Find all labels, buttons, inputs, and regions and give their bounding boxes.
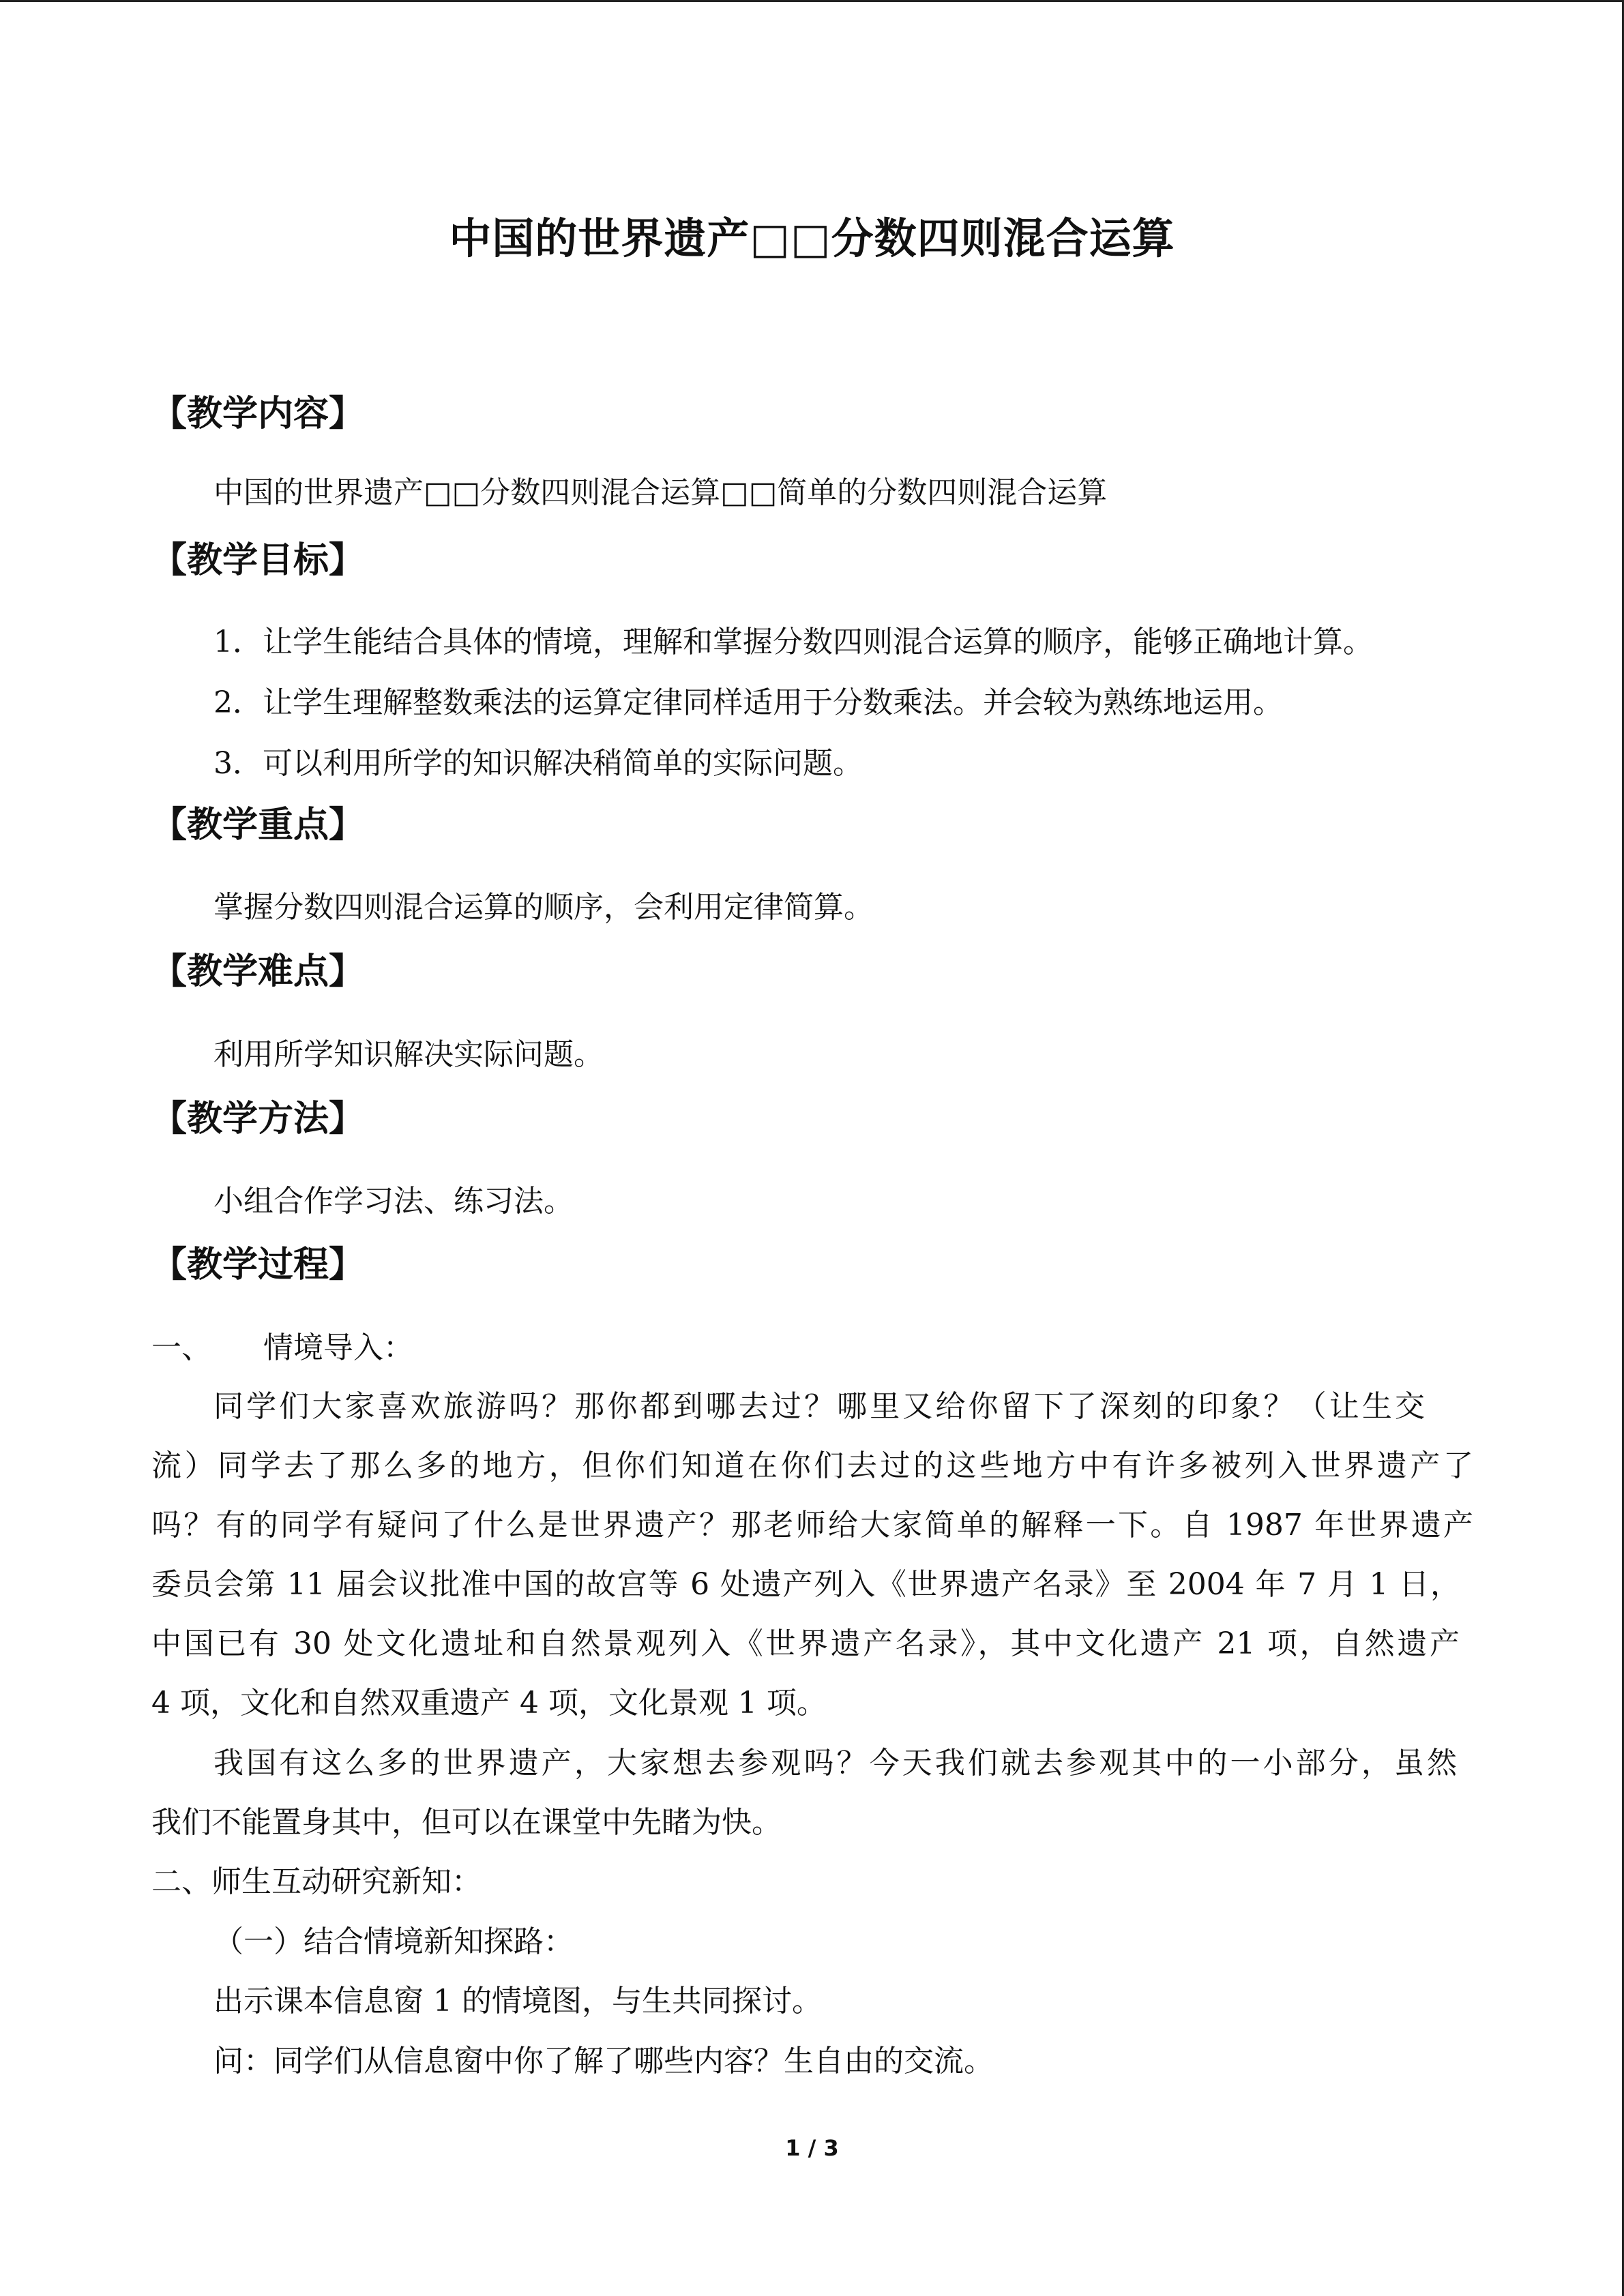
process-step-1-title: 情境导入： bbox=[263, 1330, 413, 1365]
heading-process: 【教学过程】 bbox=[151, 1244, 365, 1285]
visit-paragraph-line: 我们不能置身其中，但可以在课堂中先睹为快。 bbox=[151, 1805, 782, 1840]
heading-teaching-content: 【教学内容】 bbox=[151, 393, 365, 434]
goal-item-1: 1．让学生能结合具体的情境，理解和掌握分数四则混合运算的顺序，能够正确地计算。 bbox=[213, 625, 1373, 659]
visit-paragraph-line: 我国有这么多的世界遗产，大家想去参观吗？今天我们就去参观其中的一小部分，虽然 bbox=[213, 1746, 1457, 1780]
process-show-line: 出示课本信息窗 1 的情境图，与生共同探讨。 bbox=[213, 1984, 822, 2018]
page-number: 1 / 3 bbox=[785, 2135, 839, 2161]
key-points-text: 掌握分数四则混合运算的顺序，会利用定律简算。 bbox=[213, 890, 874, 925]
page-border-top bbox=[0, 0, 1624, 2]
process-step-1-number: 一、 bbox=[151, 1330, 211, 1365]
document-title: 中国的世界遗产□□分数四则混合运算 bbox=[449, 213, 1175, 263]
intro-paragraph-line: 吗？有的同学有疑问了什么是世界遗产？那老师给大家简单的解释一下。自 1987 年世界遗产 bbox=[151, 1508, 1473, 1542]
process-ask-line: 问：同学们从信息窗中你了解了哪些内容？生自由的交流。 bbox=[213, 2044, 994, 2078]
heading-difficulties: 【教学难点】 bbox=[151, 951, 365, 992]
goal-item-2: 2．让学生理解整数乘法的运算定律同样适用于分数乘法。并会较为熟练地运用。 bbox=[213, 685, 1283, 720]
teaching-content-text: 中国的世界遗产□□分数四则混合运算□□简单的分数四则混合运算 bbox=[213, 475, 1108, 510]
intro-paragraph-line: 同学们大家喜欢旅游吗？那你都到哪去过？哪里又给你留下了深刻的印象？（让生交 bbox=[213, 1389, 1425, 1424]
intro-paragraph-line: 委员会第 11 届会议批准中国的故宫等 6 处遗产列入《世界遗产名录》至 2004 年 7 月 1 日， bbox=[151, 1567, 1460, 1602]
methods-text: 小组合作学习法、练习法。 bbox=[213, 1184, 574, 1219]
difficulties-text: 利用所学知识解决实际问题。 bbox=[213, 1037, 604, 1072]
process-step-1 bbox=[151, 1328, 413, 1369]
process-sub-1-title: （一）结合情境新知探路： bbox=[213, 1924, 574, 1959]
heading-methods: 【教学方法】 bbox=[151, 1099, 365, 1139]
goal-item-3: 3．可以利用所学的知识解决稍简单的实际问题。 bbox=[213, 746, 863, 781]
process-step-2-title: 二、师生互动研究新知： bbox=[151, 1864, 482, 1899]
intro-paragraph-line: 4 项，文化和自然双重遗产 4 项，文化景观 1 项。 bbox=[151, 1686, 827, 1720]
heading-key-points: 【教学重点】 bbox=[151, 805, 365, 846]
intro-paragraph-line: 中国已有 30 处文化遗址和自然景观列入《世界遗产名录》，其中文化遗产 21 项，自然遗产 bbox=[151, 1626, 1460, 1661]
heading-teaching-goals: 【教学目标】 bbox=[151, 540, 365, 581]
intro-paragraph-line: 流）同学去了那么多的地方，但你们知道在你们去过的这些地方中有许多被列入世界遗产了 bbox=[151, 1448, 1473, 1483]
